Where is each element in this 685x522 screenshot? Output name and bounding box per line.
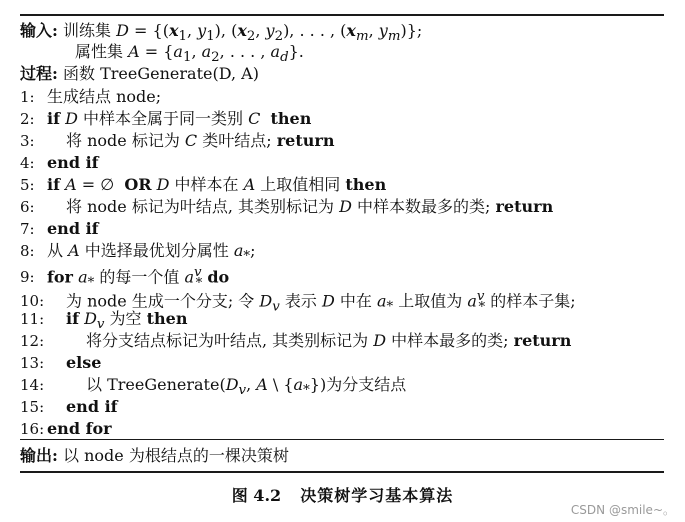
input-line-1: 输入: 训练集 $D = \{(x_1$, $y_1$), ($x_2$, $y_2$), . . . , ($x_m$, $y_m$)};: [20, 21, 423, 45]
line-number: 15:: [20, 398, 45, 416]
output-text: 以 node 为根结点的一棵决策树: [63, 446, 289, 465]
output-line: [20, 446, 289, 466]
algo-line-3: 3: 将 node 标记为 C 类叶结点; return: [20, 131, 335, 150]
algo-line-1: 1: 生成结点 node;: [20, 87, 162, 106]
line-number: 7:: [20, 220, 35, 238]
algo-line-10: 10: 为 node 生成一个分支; 令 $D_v$ 表示 D 中在 $a_*$ 上取值为 $a^v_*$ 的样本子集;: [20, 289, 576, 315]
line-number: 5:: [20, 176, 35, 194]
algo-line-9: 9: for $a_*$ 的每一个值 $a^v_*$ do: [20, 265, 230, 291]
line-number: 14:: [20, 376, 45, 394]
algo-line-5: 5: if A = ∅ OR D 中样本在 A 上取值相同 then: [20, 175, 387, 194]
line-number: 12:: [20, 332, 45, 350]
output-label: 输出:: [20, 446, 58, 465]
figure-title: 决策树学习基本算法: [300, 486, 454, 505]
algo-line-8: 8: 从 A 中选择最优划分属性 $a_*$;: [20, 241, 256, 265]
process-text: 函数 TreeGenerate(D, A): [63, 64, 259, 83]
algo-line-13: 13: else: [20, 353, 102, 372]
process-label: 过程:: [20, 64, 58, 83]
algo-line-7: 7: end if: [20, 219, 99, 238]
algo-line-11: 11: if $D_v$ 为空 then: [20, 309, 188, 333]
algo-line-6: 6: 将 node 标记为叶结点, 其类别标记为 D 中样本数最多的类; return: [20, 197, 554, 216]
line-number: 8:: [20, 242, 35, 260]
watermark: CSDN @smile~。: [570, 503, 675, 517]
input-line-2: 属性集 $A = \{a_1$, $a_2$, . . . , $a_d$}.: [75, 42, 304, 66]
line-number: 2:: [20, 110, 35, 128]
algo-line-12: 12: 将分支结点标记为叶结点, 其类别标记为 D 中样本最多的类; return: [20, 331, 572, 350]
algo-line-4: 4: end if: [20, 153, 99, 172]
input-label: 输入:: [20, 21, 58, 40]
algo-line-2: 2: if D 中样本全属于同一类别 C then: [20, 109, 312, 128]
top-rule: [20, 14, 664, 16]
line-number: 3:: [20, 132, 35, 150]
line-number: 10:: [20, 292, 45, 311]
line-number: 4:: [20, 154, 35, 172]
line-number: 1:: [20, 88, 35, 106]
process-line: [20, 64, 259, 84]
algo-line-15: 15: end if: [20, 397, 118, 416]
algo-line-16: 16: end for: [20, 419, 112, 438]
figure-label: 图 4.2: [231, 486, 282, 505]
bottom-rule: [20, 471, 664, 473]
algo-line-14: 14: 以 $TreeGenerate(D_v$, A \ $\{a_*\}$)为分支结点: [20, 375, 407, 399]
line-number: 6:: [20, 198, 35, 216]
line-number: 11:: [20, 310, 45, 328]
line-number: 13:: [20, 354, 45, 372]
line-number: 16:: [20, 420, 45, 438]
middle-rule: [20, 439, 664, 440]
line-number: 9:: [20, 268, 35, 287]
